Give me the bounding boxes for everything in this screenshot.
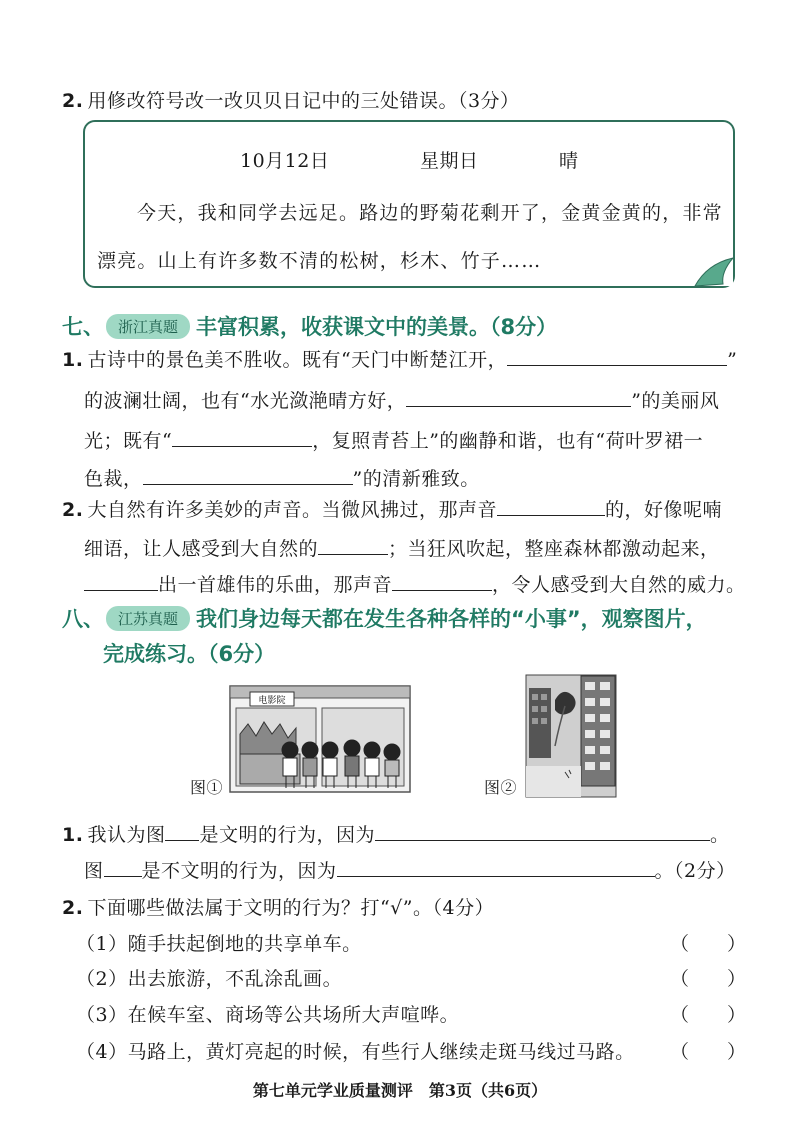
s8-q1-line-2 [84, 856, 736, 883]
text: 的，好像呢喃 [604, 499, 722, 521]
section-8-title-line-2: 完成练习。（6分） [103, 642, 276, 666]
question-text: 用修改符号改一改贝贝日记中的三处错误。（3分） [87, 90, 520, 112]
page-footer: 第七单元学业质量测评 第3页（共6页） [252, 1081, 548, 1100]
s8-q1-line-1 [62, 820, 730, 847]
question-number: 2. [62, 499, 84, 521]
text: ；当狂风吹起，整座森林都激动起来， [388, 538, 720, 560]
s8-q2-item-4: （4）马路上，黄灯亮起的时候，有些行人继续走斑马线过马路。 [76, 1041, 635, 1063]
page-curl-icon [693, 254, 735, 288]
question-number: 1. [62, 349, 84, 371]
question-number: 1. [62, 824, 84, 846]
section-number: 七、 [62, 315, 104, 339]
s7-q1-line-4 [84, 464, 480, 491]
source-badge: 浙江真题 [106, 314, 190, 339]
figure-2-label: 图② [484, 778, 518, 797]
text: 下面哪些做法属于文明的行为？打“√”。（4分） [87, 897, 495, 919]
text: 我认为图 [87, 824, 166, 846]
text: ，复照青苔上”的幽静和谐，也有“荷叶罗裙一 [312, 430, 704, 452]
s8-q2-item-4-answer-box[interactable]: （ ） [670, 1041, 747, 1063]
s7-q2-line-1 [62, 495, 722, 522]
s7-q1-line-1 [62, 345, 737, 372]
question-number: 2. [62, 90, 84, 112]
figure-1-label: 图① [190, 778, 224, 797]
text: 光；既有“ [84, 430, 173, 452]
answer-blank[interactable] [318, 537, 388, 555]
text: 色裁， [84, 468, 143, 490]
cinema-sign-text: 电影院 [258, 696, 286, 706]
answer-blank[interactable] [84, 573, 158, 591]
answer-blank[interactable] [392, 573, 492, 591]
figure-2-littering-illustration [525, 674, 617, 798]
q6-2-prompt [62, 86, 520, 113]
text: 细语，让人感受到大自然的 [84, 538, 319, 560]
figure-1-cinema-illustration [226, 684, 414, 796]
s7-q2-line-3 [84, 570, 746, 597]
section-title: 我们身边每天都在发生各种各样的“小事”，观察图片， [196, 607, 707, 631]
section-7-header [62, 311, 557, 341]
section-number: 八、 [62, 607, 104, 631]
answer-blank[interactable] [337, 859, 655, 877]
text: 的波澜壮阔，也有“水光潋滟晴方好， [84, 390, 407, 412]
source-badge: 江苏真题 [106, 606, 190, 631]
answer-blank[interactable] [406, 389, 631, 407]
s7-q1-line-2 [84, 386, 719, 413]
text: 。（2分） [654, 860, 736, 882]
diary-line-2: 漂亮。山上有许多数不清的松树，杉木、竹子…… [97, 250, 542, 272]
question-number: 2. [62, 897, 84, 919]
text: 图 [84, 860, 104, 882]
answer-blank[interactable] [497, 498, 605, 516]
text: 是不文明的行为，因为 [141, 860, 337, 882]
s8-q2-prompt [62, 893, 494, 920]
s8-q2-item-2: （2）出去旅游，不乱涂乱画。 [76, 968, 343, 990]
text: ，令人感受到大自然的威力。 [492, 574, 746, 596]
s7-q1-line-3 [84, 426, 703, 453]
text: ”的美丽风 [631, 390, 720, 412]
text: 出一首雄伟的乐曲，那声音 [158, 574, 393, 596]
text: ”的清新雅致。 [352, 468, 480, 490]
s8-q2-item-1: （1）随手扶起倒地的共享单车。 [76, 933, 362, 955]
diary-line-1: 今天，我和同学去远足。路边的野菊花剩开了，金黄金黄的，非常 [137, 202, 723, 224]
text: 是文明的行为，因为 [199, 824, 375, 846]
text: ” [727, 349, 738, 371]
s8-q2-item-3: （3）在候车室、商场等公共场所大声喧哗。 [76, 1004, 460, 1026]
answer-blank[interactable] [165, 823, 199, 841]
answer-blank[interactable] [143, 467, 353, 485]
diary-box [83, 120, 735, 288]
s8-q2-item-1-answer-box[interactable]: （ ） [670, 933, 747, 955]
answer-blank[interactable] [172, 429, 312, 447]
s7-q2-line-2 [84, 534, 720, 561]
answer-blank[interactable] [507, 348, 727, 366]
s8-q2-item-2-answer-box[interactable]: （ ） [670, 968, 747, 990]
text: 。 [709, 824, 730, 846]
text: 大自然有许多美妙的声音。当微风拂过，那声音 [87, 499, 497, 521]
section-title: 丰富积累，收获课文中的美景。（8分） [196, 315, 558, 339]
diary-weekday: 星期日 [420, 150, 479, 172]
text: 古诗中的景色美不胜收。既有“天门中断楚江开， [87, 349, 508, 371]
answer-blank[interactable] [375, 823, 710, 841]
section-8-header [62, 603, 707, 633]
answer-blank[interactable] [104, 859, 142, 877]
diary-date: 10月12日 [240, 150, 330, 172]
diary-weather: 晴 [559, 150, 579, 172]
s8-q2-item-3-answer-box[interactable]: （ ） [670, 1004, 747, 1026]
